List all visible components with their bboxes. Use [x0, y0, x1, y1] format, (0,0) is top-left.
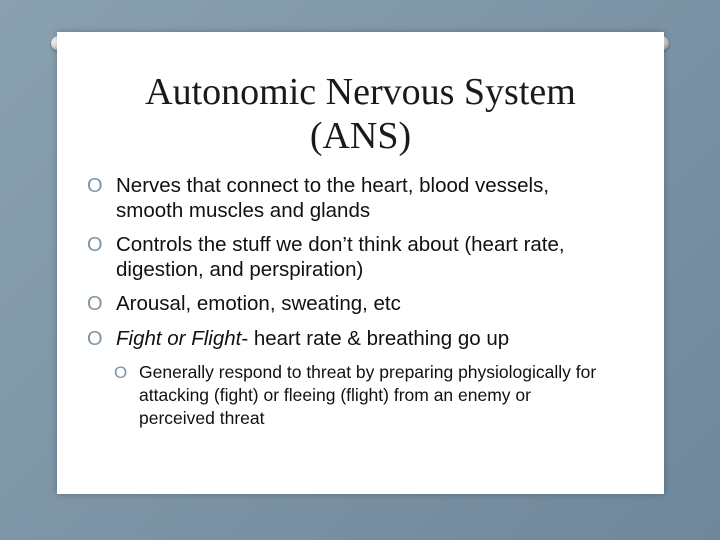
- bullet-marker-icon: O: [87, 293, 103, 315]
- title-line-2: (ANS): [309, 115, 412, 157]
- bullet-item: [87, 292, 607, 317]
- bullet-marker-icon: O: [87, 234, 103, 256]
- title-line-1: Autonomic Nervous System: [145, 71, 576, 113]
- bullet-text: Arousal, emotion, sweating, etc: [116, 292, 401, 315]
- bullet-text: Nerves that connect to the heart, blood vessels, smooth muscles and glands: [116, 174, 550, 222]
- bullet-item: [87, 174, 607, 223]
- bullet-text: - heart rate & breathing go up: [241, 326, 510, 350]
- bullet-marker-icon: O: [87, 175, 103, 197]
- slide-title: [57, 70, 664, 158]
- sub-bullet-item: [114, 361, 607, 430]
- bullet-item: [87, 327, 607, 352]
- bullet-marker-icon: O: [87, 327, 103, 350]
- bullet-marker-icon: O: [114, 363, 128, 382]
- bullet-item: [87, 233, 607, 282]
- bullet-text: Controls the stuff we don’t think about (heart rate, digestion, and perspiration): [116, 233, 565, 281]
- sub-bullet-text: Generally respond to threat by preparing physiologically for attacking (fight) or fleeing (flight) from an enemy or perceived threat: [139, 362, 597, 428]
- bullet-italic-text: Fight or Flight: [116, 326, 242, 350]
- bullet-list: [87, 174, 607, 440]
